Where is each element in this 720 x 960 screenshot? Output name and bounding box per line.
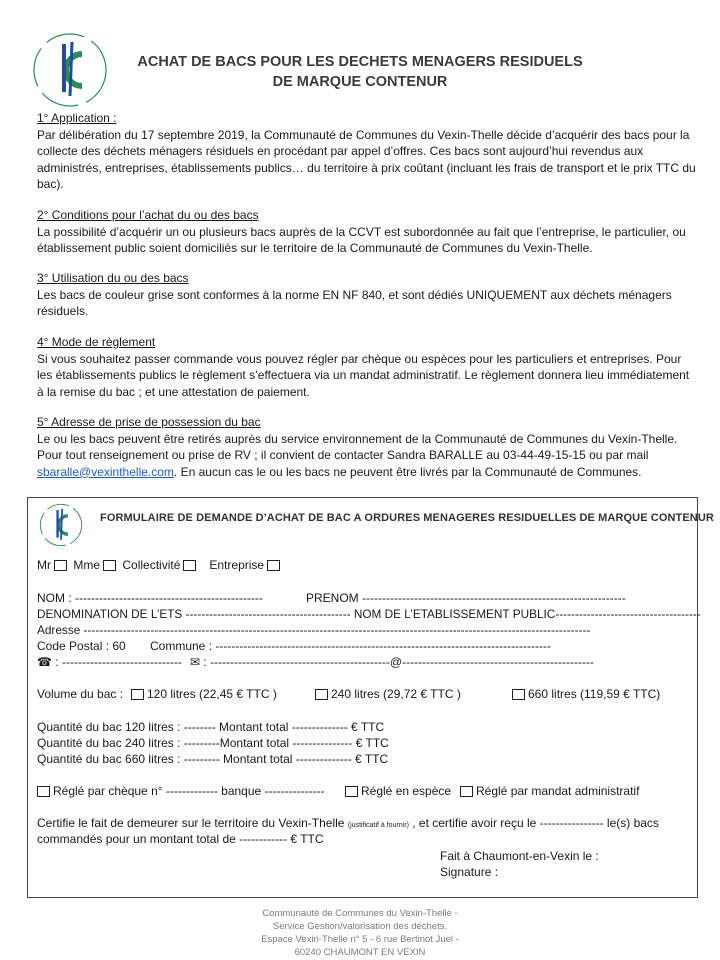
quantity-240-field[interactable]: Quantité du bac 240 litres : ---------Montant total --------------- € TTC <box>37 736 389 750</box>
cheque-checkbox[interactable] <box>37 786 50 797</box>
volume-row <box>37 687 123 702</box>
fait-a-field[interactable]: Fait à Chaumont-en-Vexin le : <box>440 849 599 863</box>
section-body: Si vous souhaitez passer commande vous pouvez régler par chèque ou espèces pour les particuliers et entreprises. Pour les établissements publics le règlement s’effectuera via un mandat administratif. Le règlement donnera lieu immédiatement à la remise du bac ; et une attestation de paiement. <box>37 351 690 399</box>
signature-field[interactable]: Signature : <box>440 865 499 879</box>
page-title: ACHAT DE BACS POUR LES DECHETS MENAGERS RESIDUELS <box>137 54 583 70</box>
email-icon: ✉ <box>190 655 201 669</box>
certification-line1 <box>37 816 659 833</box>
section-heading: 2° Conditions pour l’achat du ou des bacs <box>37 208 259 222</box>
espece-option[interactable] <box>342 784 451 799</box>
commune-field[interactable]: Commune : ------------------------------------------------------------------------------------ <box>150 639 552 653</box>
footer-line: Communauté de Communes du Vexin-Thelle - <box>262 908 458 919</box>
footer-line: Espace Vexin-Thelle n° 5 - 6 rue Bertinot Juel - <box>261 934 459 945</box>
mr-checkbox[interactable] <box>54 560 67 571</box>
certify-justificatif: (justificatif à fournir) <box>347 822 409 829</box>
volume-label: Volume du bac : <box>37 687 124 701</box>
nom-field[interactable]: NOM : ----------------------------------------------- <box>37 591 263 605</box>
volume-240-option[interactable] <box>312 687 461 702</box>
phone-icon: ☎ <box>37 655 52 669</box>
collectivite-checkbox[interactable] <box>183 560 196 571</box>
section-reglement <box>37 334 697 400</box>
volume-660-checkbox[interactable] <box>512 689 525 700</box>
certify-text: Certifie le fait de demeurer sur le territoire du Vexin-Thelle <box>37 816 345 830</box>
section-conditions <box>37 207 697 257</box>
email-contact <box>190 655 594 670</box>
ccvt-logo-small <box>38 502 84 548</box>
section-body: Par délibération du 17 septembre 2019, la Communauté de Communes du Vexin-Thelle décide d’acquérir des bacs pour la collecte des déchets ménagers résiduels en procédant par appel d’offres. Ces bacs sont aujourd’hui revendus aux administrés, entreprises, établissements publics… du territoire à prix coûtant (incluant les frais de transport et le prix TTC du bac). <box>37 127 696 191</box>
footer-line: 60240 CHAUMONT EN VEXIN <box>294 947 426 958</box>
quantity-660-field[interactable]: Quantité du bac 660 litres : --------- Montant total -------------- € TTC <box>37 752 389 766</box>
footer-line: Service Gestion/valorisation des déchets. <box>272 921 448 932</box>
volume-240-checkbox[interactable] <box>315 689 328 700</box>
footer-address <box>220 907 500 959</box>
form-title: FORMULAIRE DE DEMANDE D’ACHAT DE BAC A ORDURES MENAGERES RESIDUELLES DE MARQUE CONTENUR <box>100 512 714 524</box>
section-body: Les bacs de couleur grise sont conformes à la norme EN NF 840, et sont dédiés UNIQUEMENT aux déchets ménagers résiduels. <box>37 287 672 318</box>
mme-checkbox[interactable] <box>103 560 116 571</box>
mandat-option[interactable] <box>457 784 639 799</box>
entreprise-checkbox[interactable] <box>267 560 280 571</box>
civility-row <box>37 558 283 573</box>
page-title-line2: DE MARQUE CONTENUR <box>272 74 448 90</box>
section-application <box>37 110 697 193</box>
volume-240-label: 240 litres (29,72 € TTC ) <box>331 687 461 701</box>
telephone-field[interactable]: : ------------------------------ <box>55 655 182 669</box>
section-body <box>37 431 697 481</box>
espece-label: Réglé en espèce <box>361 784 452 798</box>
section-body-tail: . En aucun cas le ou les bacs ne peuvent être livrés par la Communauté de Communes. <box>173 464 642 479</box>
certify-text-b: , et certifie avoir reçu le ---------------- le(s) bacs <box>412 816 659 830</box>
code-postal-field[interactable]: Code Postal : 60 <box>37 639 126 653</box>
email-link[interactable]: sbaralle@vexinthelle.com <box>37 464 174 479</box>
denomination-field[interactable]: DENOMINATION DE L’ETS ------------------------------------------ NOM DE L’ETABLISSEMENT PUBLIC------------------------------------- <box>37 607 701 621</box>
section-body-text: Le ou les bacs peuvent être retirés auprès du service environnement de la Communauté de Communes du Vexin-Thelle. Pour tout renseignement ou prise de RV ; il convient de contacter Sandra BARALLE au 03-44-49-15-15 ou par mail <box>37 431 678 462</box>
mandat-checkbox[interactable] <box>460 786 473 797</box>
volume-120-option[interactable] <box>128 687 277 702</box>
section-body: La possibilité d’acquérir un ou plusieurs bacs auprès de la CCVT est subordonnée au fait que l’entreprise, le particulier, ou établissement public soient domiciliés sur le territoire de la Communauté de Communes du Vexin-Thelle. <box>37 224 686 255</box>
mandat-label: Réglé par mandat administratif <box>476 784 640 798</box>
volume-120-label: 120 litres (22,45 € TTC ) <box>147 687 277 701</box>
section-heading: 4° Mode de règlement <box>37 335 156 349</box>
section-adresse <box>37 414 697 480</box>
section-heading: 1° Application : <box>37 111 117 125</box>
volume-660-option[interactable] <box>509 687 660 702</box>
prenom-field[interactable]: PRENOM ------------------------------------------------------------------ <box>306 591 626 605</box>
quantity-120-field[interactable]: Quantité du bac 120 litres : -------- Montant total -------------- € TTC <box>37 720 385 734</box>
payment-row <box>34 784 324 799</box>
civility-mr-label: Mr <box>37 558 51 572</box>
civility-mme-label: Mme <box>73 558 101 572</box>
certification-line2: commandés pour un montant total de ------------ € TTC <box>37 832 324 846</box>
volume-660-label: 660 litres (119,59 € TTC) <box>528 687 661 701</box>
section-heading: 5° Adresse de prise de possession du bac <box>37 415 261 429</box>
cheque-field[interactable]: Réglé par chèque n° ------------- banque --------------- <box>53 784 325 798</box>
espece-checkbox[interactable] <box>345 786 358 797</box>
volume-120-checkbox[interactable] <box>131 689 144 700</box>
section-utilisation <box>37 270 697 320</box>
civility-entreprise-label: Entreprise <box>209 558 265 572</box>
adresse-field[interactable]: Adresse --------------------------------------------------------------------------------------------------------------------------------- <box>37 623 591 637</box>
email-field[interactable]: : ---------------------------------------------@------------------------------------------------ <box>203 655 594 669</box>
section-heading: 3° Utilisation du ou des bacs <box>37 271 189 285</box>
civility-collectivite-label: Collectivité <box>122 558 181 572</box>
contact-row <box>37 655 182 670</box>
